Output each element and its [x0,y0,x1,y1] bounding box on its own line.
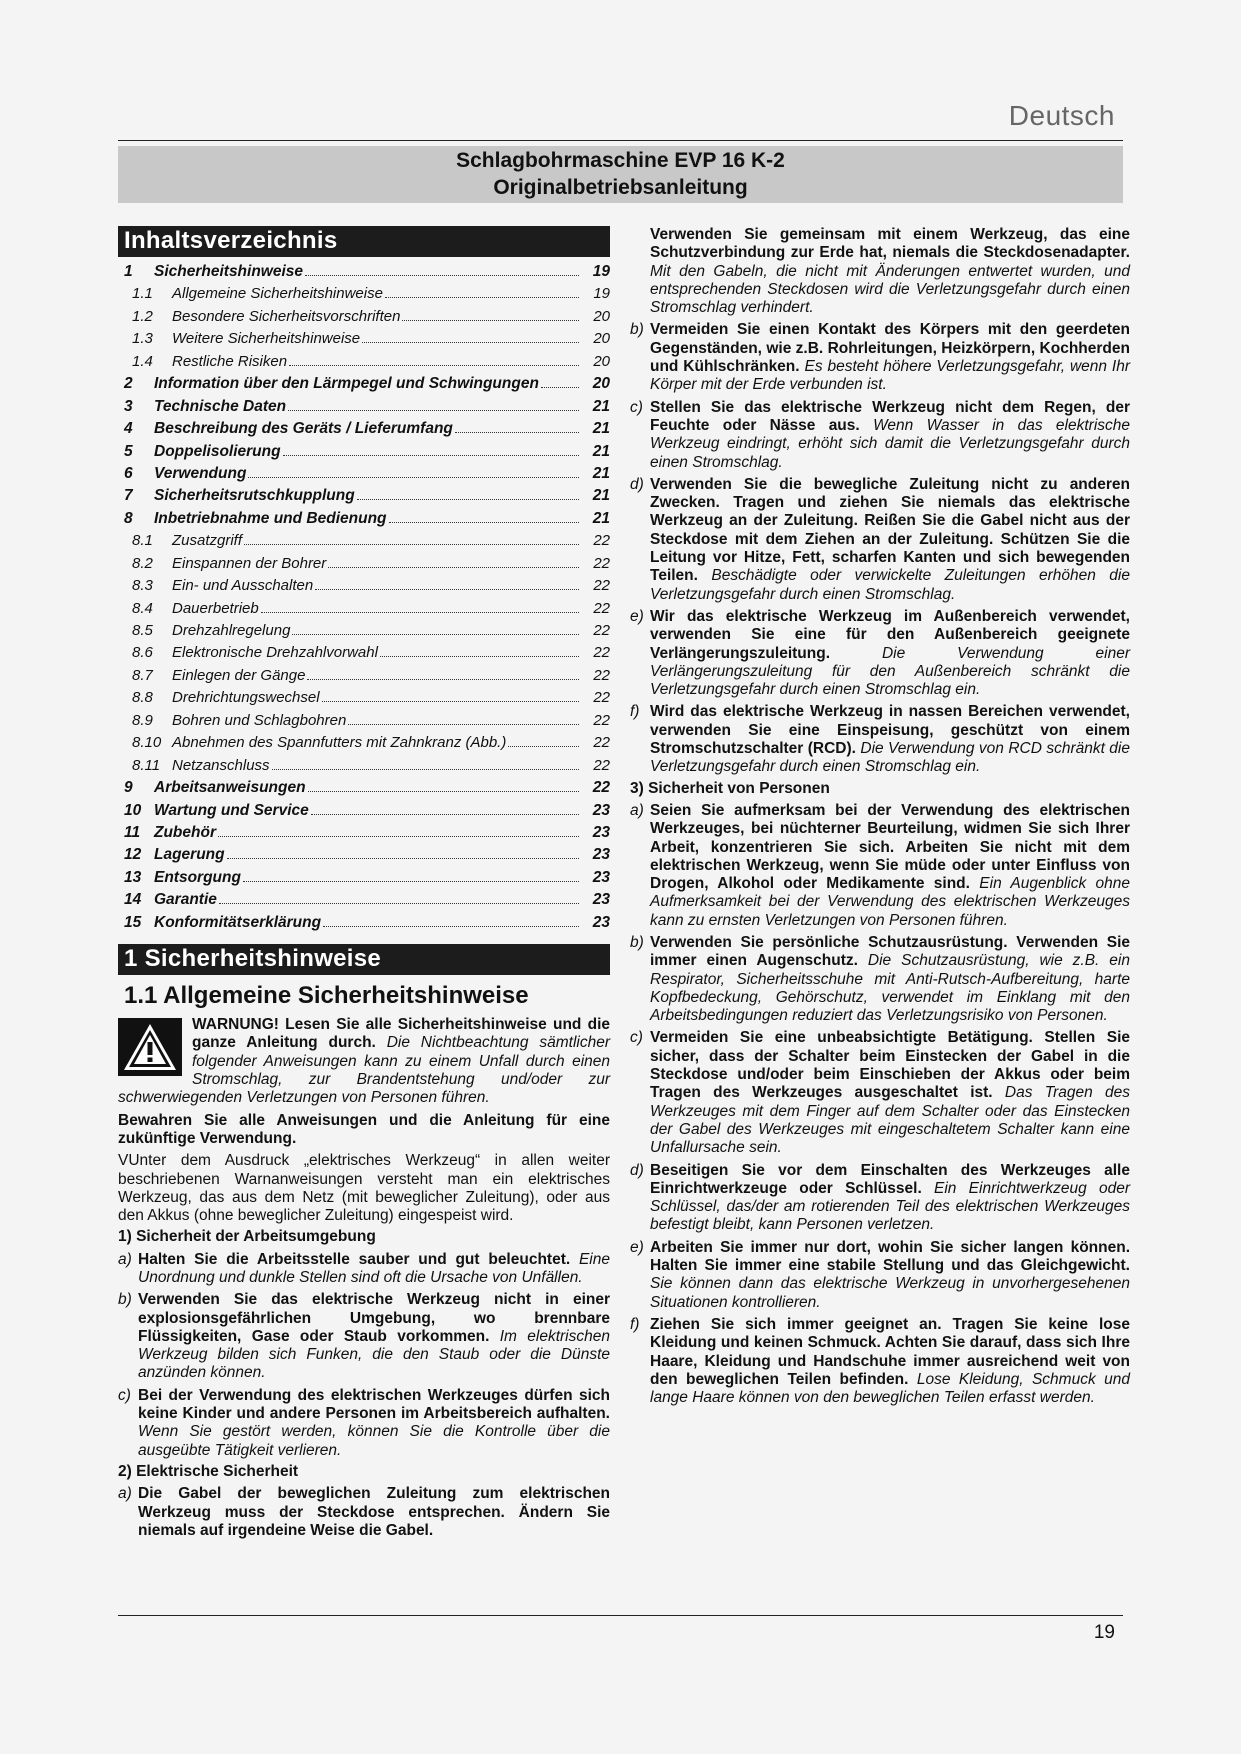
toc-number: 1.3 [132,330,153,348]
toc-leader [315,589,579,590]
toc-leader [305,275,579,276]
item-label: b) [630,933,644,951]
toc-page: 22 [593,622,610,639]
warning-block [118,1016,610,1107]
item-text-bold: Verwenden Sie das elektrische Werkzeug nicht in einer explosionsgefährlichen Umgebung, wo brennbare Flüssigkeiten, Gase oder Staub vorkommen. [138,1291,610,1345]
toc-label: Drehrichtungswechsel [172,689,320,707]
table-of-contents [118,261,610,934]
toc-leader [272,769,579,770]
toc-number: 12 [124,846,142,864]
toc-number: 13 [124,868,142,886]
toc-number: 11 [124,823,141,841]
toc-page: 20 [593,307,610,325]
toc-entry [118,598,610,620]
toc-number: 8.1 [132,532,153,550]
list-item [630,1316,1130,1407]
list-item [630,1029,1130,1157]
toc-leader [308,791,579,792]
toc-entry [118,844,610,866]
toc-entry [118,508,610,530]
toc-entry [118,463,610,485]
toc-number: 8.8 [132,689,153,707]
item-label: b) [118,1291,132,1309]
toc-leader [328,567,579,568]
toc-leader [323,926,579,927]
toc-leader [244,544,579,545]
toc-entry [118,732,610,754]
toc-leader [541,387,579,388]
item-text-italic: Wenn Wasser in das elektrische Werkzeug eindringt, erhöht sich damit die Verletzungsgefahr durch einen Stromschlag. [650,416,1131,471]
left-column [118,226,610,1540]
right-column [630,226,1130,1407]
item-label: e) [630,1238,644,1256]
list-item [630,476,1130,604]
toc-entry [118,396,610,418]
toc-label: Technische Daten [154,397,287,415]
toc-number: 8.6 [132,644,153,662]
toc-page: 22 [593,644,610,662]
toc-leader [219,903,579,904]
toc-entry [118,822,610,844]
item-text-bold: Wir das elektrische Werkzeug im Außenbereich verwendet, verwenden Sie eine für den Außenbereich geeignete Verlängerungszuleitung. [650,607,1130,662]
toc-label: Arbeitsanweisungen [154,779,306,797]
toc-label: Bohren und Schlagbohren [172,711,347,729]
item-text-italic: Beschädigte oder verwickelte Zuleitungen erhöhen die Verletzungsgefahr durch einen Stromschlag. [650,567,1130,603]
toc-page: 22 [592,779,610,797]
personal-heading: 3) Sicherheit von Personen [630,779,830,797]
toc-leader [380,656,579,657]
footer-divider [118,1615,1123,1616]
toc-page: 23 [592,846,610,864]
toc-label: Sicherheitshinweise [154,263,304,280]
item-text-italic: Wenn Sie gestört werden, können Sie die Kontrolle über die ausgeübte Tätigkeit verlieren. [138,1423,610,1459]
toc-number: 8.10 [132,734,162,752]
item-text-bold: Stellen Sie das elektrische Werkzeug nicht dem Regen, der Feuchte oder Nässe aus. [650,398,1130,434]
toc-number: 14 [124,891,142,909]
toc-leader [322,701,579,702]
toc-label: Allgemeine Sicherheitshinweise [172,285,383,303]
work-area-heading: 1) Sicherheit der Arbeitsumgebung [118,1228,376,1246]
toc-entry [118,441,610,463]
toc-page: 22 [593,734,610,752]
item-text-bold: Verwenden Sie persönliche Schutzausrüstung. Verwenden Sie immer einen Augenschutz. [650,933,1130,970]
toc-number: 3 [124,397,133,415]
toc-label: Zubehör [154,823,216,841]
toc-number: 8.9 [132,711,153,729]
toc-number: 4 [124,420,133,438]
toc-page: 22 [593,577,610,595]
item-text: Die Gabel der beweglichen Zuleitung zum elektrischen Werkzeug muss der Steckdose entsprechen. Ändern Sie niemals auf irgendeine Weise die Gabel. [138,1485,610,1539]
toc-page: 19 [593,285,610,303]
toc-page: 23 [592,823,610,841]
item-label: d) [630,475,644,493]
toc-label: Doppelisolierung [154,442,281,460]
toc-number: 2 [124,375,133,393]
toc-label: Garantie [154,891,217,909]
toc-page: 23 [592,913,610,931]
toc-label: Dauerbetrieb [172,599,259,617]
toc-label: Netzanschluss [172,756,270,774]
toc-page: 20 [593,352,610,370]
item-label: b) [630,321,644,339]
toc-entry [118,261,610,283]
toc-leader [289,365,579,366]
toc-page: 22 [593,599,610,617]
toc-label: Ein- und Ausschalten [172,577,314,595]
toc-label: Abnehmen des Spannfutters mit Zahnkranz (Abb.) [172,734,507,752]
toc-page: 21 [592,487,610,505]
document-subtitle: Originalbetriebsanleitung [493,176,748,199]
toc-number: 6 [124,464,133,482]
toc-entry [118,351,610,373]
toc-label: Restliche Risiken [172,352,288,370]
page-number: 19 [1093,1622,1115,1643]
toc-page: 20 [592,375,610,393]
toc-label: Information über den Lärmpegel und Schwingungen [154,375,539,393]
toc-leader [362,342,579,343]
list-item [630,1162,1130,1235]
toc-page: 23 [592,868,610,886]
toc-leader [508,746,579,747]
toc-entry [118,373,610,395]
toc-page: 22 [593,554,610,572]
toc-number: 1.1 [132,285,153,303]
item-label: f) [630,703,640,721]
list-item [118,1291,610,1382]
toc-leader [385,297,579,298]
toc-label: Inbetriebnahme und Bedienung [154,509,387,527]
toc-number: 15 [124,913,142,931]
toc-number: 1.2 [132,307,153,325]
item-text-bold: Verwenden Sie gemeinsam mit einem Werkzeug, das eine Schutzverbindung zur Erde hat, niemals die Steckdosenadapter. [650,226,1130,262]
toc-leader [455,432,579,433]
list-item [630,399,1130,472]
toc-entry [118,755,610,777]
item-text-italic: Die Verwendung einer Verlängerungszuleitung für den Außenbereich schränkt die Verletzungsgefahr durch einen Stromschlag ein. [650,644,1130,699]
document-title-box [118,146,1123,203]
toc-entry [118,328,610,350]
item-text-bold: Vermeiden Sie einen Kontakt des Körpers mit den geerdeten Gegenständen, wie z.B. Rohrleitungen, Heizkörpern, Kochherden und Kühlschränken. [650,321,1130,376]
section-1-heading: 1 Sicherheitshinweise [118,944,610,975]
toc-entry [118,687,610,709]
toc-entry [118,575,610,597]
work-area-list [118,1251,610,1460]
definition-paragraph: VUnter dem Ausdruck „elektrisches Werkzeug“ in allen weiter beschriebenen Warnanweisungen versteht man ein elektrisches Werkzeug, das aus dem Netz (mit beweglicher Zuleitung), oder aus den Akkus (ohne beweglicher Zuleitung) eingespeist wird. [118,1152,610,1225]
item-label: e) [630,607,644,625]
item-label: a) [118,1485,132,1503]
toc-label: Einlegen der Gänge [172,666,306,684]
toc-number: 8.2 [132,554,153,572]
toc-page: 22 [593,532,610,550]
item-text-italic: Die Verwendung von RCD schränkt die Verletzungsgefahr durch einen Stromschlag ein. [650,740,1130,776]
section-1-1-heading: 1.1 Allgemeine Sicherheitshinweise [124,982,529,1010]
toc-page: 22 [593,711,610,729]
toc-entry [118,620,610,642]
toc-label: Sicherheitsrutschkupplung [154,487,355,505]
toc-entry [118,867,610,889]
item-label: d) [630,1161,644,1179]
item-text-bold: Beseitigen Sie vor dem Einschalten des Werkzeuges alle Einrichtwerkzeuge oder Schlüssel. [650,1161,1130,1197]
list-item [118,1485,610,1540]
item-label: a) [118,1250,132,1268]
toc-entry [118,553,610,575]
list-item [630,703,1130,776]
toc-entry [118,485,610,507]
list-item [630,1239,1130,1312]
toc-label: Verwendung [154,464,247,482]
toc-page: 21 [592,509,610,527]
item-text-italic: Es besteht höhere Verletzungsgefahr, wenn Ihr Körper mit der Erde verbunden ist. [650,358,1130,394]
toc-number: 10 [124,801,142,819]
item-text-bold: Verwenden Sie die bewegliche Zuleitung nicht zu anderen Zwecken. Tragen und ziehen Sie niemals das elektrische Werkzeug an der Zuleitung. Reißen Sie die Gabel nicht aus der Steckdose mit dem Ziehen an der Zuleitung. Schützen Sie die Leitung vor Hitze, Fett, scharfen Kanten und sich bewegenden Teilen. [650,475,1130,585]
toc-entry [118,283,610,305]
toc-label: Beschreibung des Geräts / Lieferumfang [154,420,453,438]
item-text-bold: Arbeiten Sie immer nur dort, wohin Sie sicher langen können. Halten Sie immer eine stabile Stellung und das Gleichgewicht. [650,1238,1130,1275]
item-text-italic: Das Tragen des Werkzeuges mit dem Finger auf dem Schalter oder das Einstecken der Gabel des Werkzeuges mit eingeschaltetem Schalter kann eine Unfallursache sein. [650,1084,1130,1157]
item-text-italic: Lose Kleidung, Schmuck und lange Haare können von den beweglichen Teilen erfasst werden. [650,1370,1130,1407]
item-text-italic: Eine Unordnung und dunkle Stellen sind oft die Ursache von Unfällen. [138,1250,610,1286]
toc-leader [283,455,579,456]
toc-label: Entsorgung [154,868,241,886]
personal-list [630,802,1130,1408]
toc-page: 19 [592,263,610,280]
toc-entry [118,912,610,934]
item-text-bold: Halten Sie die Arbeitsstelle sauber und gut beleuchtet. [138,1250,571,1268]
item-label: c) [630,398,643,416]
toc-page: 22 [593,756,610,774]
toc-leader [311,814,579,815]
header-divider [118,140,1123,141]
toc-entry [118,665,610,687]
item-text-italic: Sie können dann das elektrische Werkzeug in unvorhergesehenen Situationen kontrollieren. [650,1275,1130,1311]
keep-instructions: Bewahren Sie alle Anweisungen und die Anleitung für eine zukünftige Verwendung. [118,1111,610,1147]
toc-page: 23 [592,801,610,819]
toc-leader [248,477,579,478]
item-label: c) [118,1386,131,1404]
item-text-italic: Mit den Gabeln, die nicht mit Änderungen entwertet wurden, und entsprechenden Steckdosen wird die Verletzungsgefahr durch einen Stromschlag verhindert. [650,262,1130,317]
toc-leader [307,679,579,680]
toc-number: 1.4 [132,352,153,370]
toc-entry [118,777,610,799]
toc-label: Lagerung [154,846,225,864]
toc-leader [288,410,579,411]
list-item [118,1387,610,1460]
item-label: c) [630,1029,643,1047]
toc-number: 9 [124,779,133,797]
toc-number: 8.7 [132,666,153,684]
toc-page: 23 [592,891,610,909]
item-text-bold: Bei der Verwendung des elektrischen Werkzeuges dürfen sich keine Kinder und andere Personen im Arbeitsbereich aufhalten. [138,1386,610,1423]
warning-triangle-icon [118,1018,182,1076]
toc-entry [118,889,610,911]
toc-leader [402,320,579,321]
item-text-bold: Ziehen Sie sich immer geeignet an. Tragen Sie keine lose Kleidung und keinen Schmuck. Achten Sie darauf, dass sich Ihre Haare, Kleidung und Handschuhe immer ausreichend weit von den beweglichen Teilen befinden. [650,1315,1130,1388]
toc-page: 22 [593,689,610,707]
toc-label: Wartung und Service [154,801,309,819]
toc-label: Weitere Sicherheitshinweise [172,330,361,348]
toc-leader [243,881,579,882]
list-item [630,608,1130,699]
toc-page: 22 [593,666,610,684]
item-text-italic: Die Schutzausrüstung, wie z.B. ein Respirator, Sicherheitsschuhe mit Anti-Rutsch-Aufbereitung, harte Kopfbedeckung, Gehörschutz, verwendet im Einklang mit den Arbeitsbedingungen reduziert das Verletzungsrisiko von Personen. [650,952,1130,1025]
toc-page: 21 [592,420,610,438]
toc-entry [118,800,610,822]
toc-leader [261,612,579,613]
toc-number: 7 [124,487,133,505]
toc-leader [389,522,579,523]
toc-leader [357,499,579,500]
toc-entry [118,306,610,328]
list-item [630,934,1130,1025]
item-text-bold: Seien Sie aufmerksam bei der Verwendung des elektrischen Werkzeuges, bei nüchterner Beurteilung, widmen Sie sich Ihrer Arbeit, konzentrieren Sie sich. Arbeiten Sie nicht mit dem elektrischen Werkzeug, wenn Sie müde oder unter Einfluss von Drogen, Alkohol oder Medikamente sind. [650,801,1130,893]
warning-text: WARNUNG! Lesen Sie alle Sicherheitshinweise und die ganze Anleitung durch. [192,1016,610,1052]
toc-leader [227,858,579,859]
toc-leader [292,634,579,635]
item-text-italic: Ein Einrichtwerkzeug oder Schlüssel, das/der am rotierenden Teil des elektrischen Werkzeuges befestigt bleibt, kann Personen verletzen. [650,1179,1130,1234]
toc-entry [118,642,610,664]
toc-number: 1 [124,263,133,280]
list-item-continued [630,226,1130,317]
electrical-list [630,321,1130,776]
item-label: f) [630,1315,640,1333]
electrical-heading: 2) Elektrische Sicherheit [118,1462,299,1480]
toc-page: 21 [592,442,610,460]
toc-page: 20 [593,330,610,348]
toc-number: 8 [124,509,133,527]
toc-number: 5 [124,442,133,460]
toc-number: 8.3 [132,577,153,595]
list-item [118,1251,610,1288]
toc-page: 21 [592,464,610,482]
toc-entry [118,418,610,440]
toc-number: 8.11 [132,756,161,774]
list-item [630,802,1130,930]
toc-heading: Inhaltsverzeichnis [118,226,610,257]
warning-consequence: Die Nichtbeachtung sämtlicher folgender Anweisungen kann zu einem Unfall durch einen Stromschlag, zur Brandentstehung und/oder zur schwerwiegenden Verletzungen von Personen führen. [118,1034,610,1107]
toc-label: Besondere Sicherheitsvorschriften [172,307,401,325]
item-text-italic: Ein Augenblick ohne Aufmerksamkeit bei der Verwendung des elektrischen Werkzeuges kann zu ernsten Verletzungen von Personen führen. [650,875,1131,929]
toc-label: Drehzahlregelung [172,622,291,639]
list-item [630,321,1130,394]
language-label: Deutsch [1008,100,1115,131]
toc-page: 21 [592,397,610,415]
toc-number: 8.4 [132,599,153,617]
toc-leader [348,724,579,725]
toc-number: 8.5 [132,622,153,639]
toc-label: Zusatzgriff [172,532,243,550]
toc-label: Einspannen der Bohrer [172,554,327,572]
item-text-bold: Vermeiden Sie eine unbeabsichtigte Betätigung. Stellen Sie sicher, dass der Schalter beim Einstecken der Gabel in die Steckdose und/oder beim Einschieben der Akkus oder beim Tragen des Werkzeuges ausgeschaltet ist. [650,1029,1130,1102]
toc-entry [118,530,610,552]
toc-label: Konformitätserklärung [154,913,322,931]
item-label: a) [630,801,644,819]
item-text-italic: Im elektrischen Werkzeug bilden sich Funken, die den Staub oder die Dünste anzünden können. [138,1327,610,1382]
toc-leader [218,836,579,837]
item-text-bold: Wird das elektrische Werkzeug in nassen Bereichen verwendet, verwenden Sie eine Einspeisung, geschützt von einem Stromschutzschalter (RCD). [650,703,1130,758]
document-title: Schlagbohrmaschine EVP 16 K-2 [456,149,785,172]
toc-label: Elektronische Drehzahlvorwahl [172,644,378,662]
toc-entry [118,710,610,732]
